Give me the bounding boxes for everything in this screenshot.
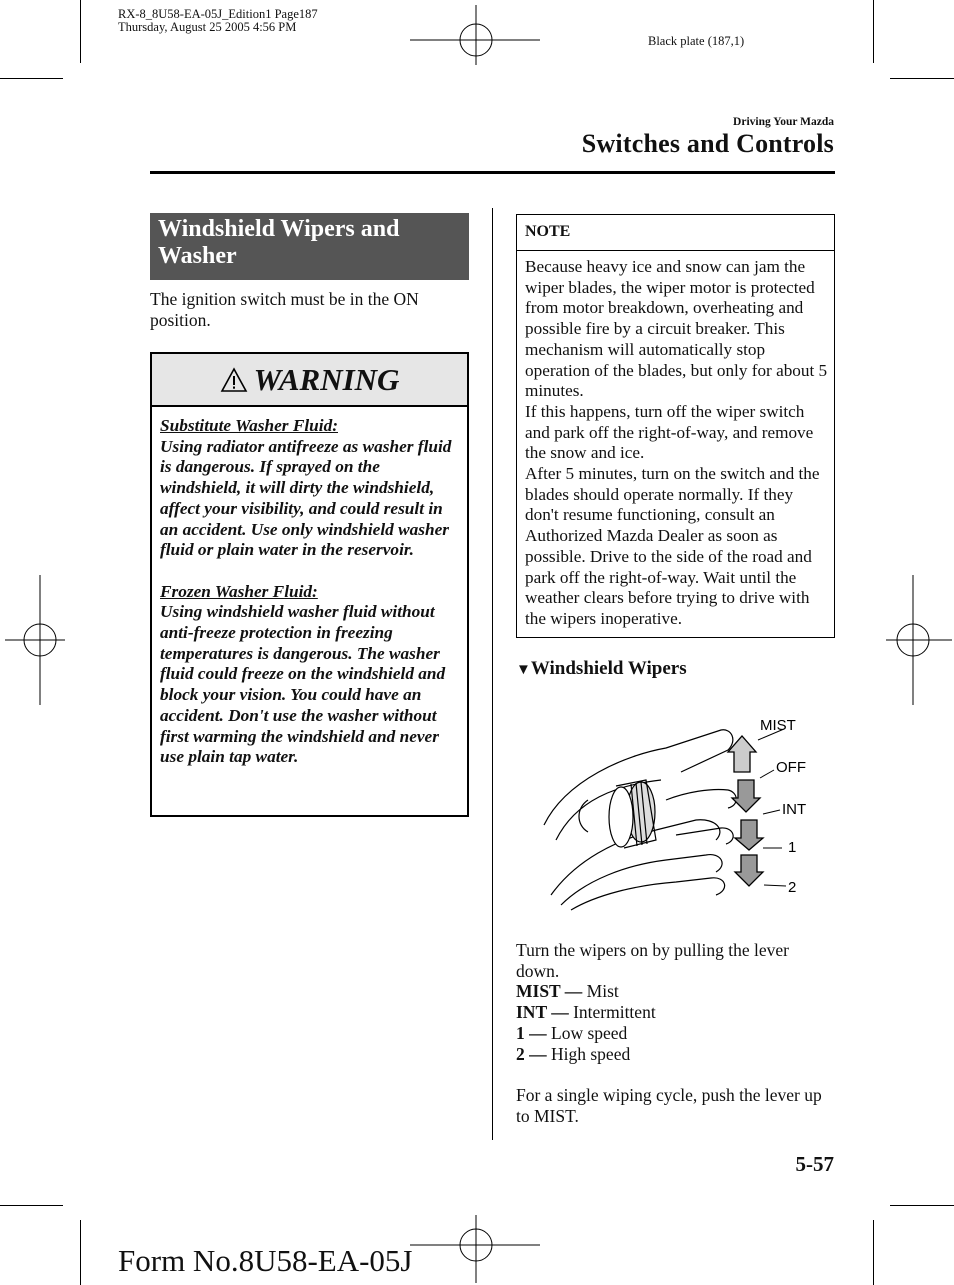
section-label: Driving Your Mazda <box>733 116 834 128</box>
warning-box <box>150 352 469 817</box>
page-title: Switches and Controls <box>581 129 834 158</box>
label-speed-1: 1 <box>788 839 797 856</box>
note-paragraph: Because heavy ice and snow can jam the wiper blades, the wiper motor is protected from motor breakdown, overheating and possible fire by a circuit breaker. This mechanism will automatically stop operation of the blades, but only for about 5 minutes. <box>525 257 828 401</box>
warning-item <box>160 416 465 561</box>
note-body <box>525 257 830 630</box>
mode-row <box>516 1023 836 1044</box>
mode-row <box>516 1044 836 1065</box>
print-slug <box>118 8 318 34</box>
label-mist: MIST <box>760 717 796 734</box>
mode-value: High speed <box>551 1043 631 1064</box>
section-heading: Windshield Wipers and Washer <box>150 213 469 280</box>
warning-triangle-icon <box>220 367 248 393</box>
description-intro: Turn the wipers on by pulling the lever down. <box>516 940 790 981</box>
label-speed-2: 2 <box>788 879 797 896</box>
note-paragraph: If this happens, turn off the wiper switch and park off the right-of-way, and remove the snow and ice. <box>525 401 814 463</box>
mode-separator: — <box>524 1022 551 1043</box>
wiper-lever-illustration <box>516 700 836 915</box>
mode-value: Mist <box>586 981 619 1002</box>
down-triangle-icon: ▼ <box>516 662 531 678</box>
page-number: 5-57 <box>795 1152 834 1176</box>
note-title: NOTE <box>517 215 834 251</box>
slug-line-1: RX-8_8U58-EA-05J_Edition1 Page187 <box>118 7 318 21</box>
subsection-heading <box>516 658 687 680</box>
mode-key: 2 <box>516 1043 525 1064</box>
warning-subtitle: Frozen Washer Fluid: <box>160 581 318 601</box>
mode-value: Intermittent <box>573 1002 656 1023</box>
mode-key: INT <box>516 1002 547 1023</box>
label-int: INT <box>782 801 807 818</box>
note-paragraph: After 5 minutes, turn on the switch and the blades should operate normally. If they don't resume functioning, consult an Authorized Mazda Dealer as soon as possible. Drive to the side of the road and park off the right-of-way. Wait until the weather clears before trying to drive with the wipers inoperative. <box>525 464 820 628</box>
slug-line-2: Thursday, August 25 2005 4:56 PM <box>118 20 297 34</box>
mode-separator: — <box>524 1043 551 1064</box>
warning-header <box>152 354 467 407</box>
mode-value: Low speed <box>551 1022 628 1043</box>
wiper-description <box>516 940 836 1126</box>
column-divider <box>492 208 493 1140</box>
mode-row <box>516 981 836 1002</box>
form-number: Form No.8U58-EA-05J <box>118 1243 413 1278</box>
mode-key: 1 <box>516 1022 525 1043</box>
warning-subtitle: Substitute Washer Fluid: <box>160 416 338 435</box>
spacer <box>516 1064 836 1085</box>
note-box <box>516 214 835 638</box>
mode-key: MIST <box>516 981 561 1002</box>
description-outro: For a single wiping cycle, push the lever up to MIST. <box>516 1084 822 1126</box>
mode-separator: — <box>546 1002 574 1023</box>
subsection-heading-text: Windshield Wipers <box>530 658 687 679</box>
warning-text: Using windshield washer fluid without anti-freeze protection in freezing temperatures is dangerous. The washer fluid could freeze on the windshield and block your vision. You could have an accident. Don't use the washer without first warming the windshield and never use plain tap water. <box>160 602 446 767</box>
warning-title: WARNING <box>253 361 400 397</box>
registration-mark-bottom <box>410 1215 545 1285</box>
warning-item <box>160 582 465 768</box>
registration-mark-top <box>410 0 545 70</box>
warning-text: Using radiator antifreeze as washer fluid is dangerous. If sprayed on the windshield, it will dirty the windshield, affect your visibility, and could result in an accident. Use only windshield washer fluid or plain water in the reservoir. <box>160 436 452 560</box>
warning-body <box>160 416 465 789</box>
plate-label: Black plate (187,1) <box>648 34 745 48</box>
header-rule <box>150 171 835 174</box>
mode-separator: — <box>560 981 587 1002</box>
mode-row <box>516 1002 836 1023</box>
intro-text: The ignition switch must be in the ON position. <box>150 289 419 330</box>
registration-mark-left <box>0 575 70 705</box>
registration-mark-right <box>884 575 954 705</box>
label-off: OFF <box>776 759 806 776</box>
